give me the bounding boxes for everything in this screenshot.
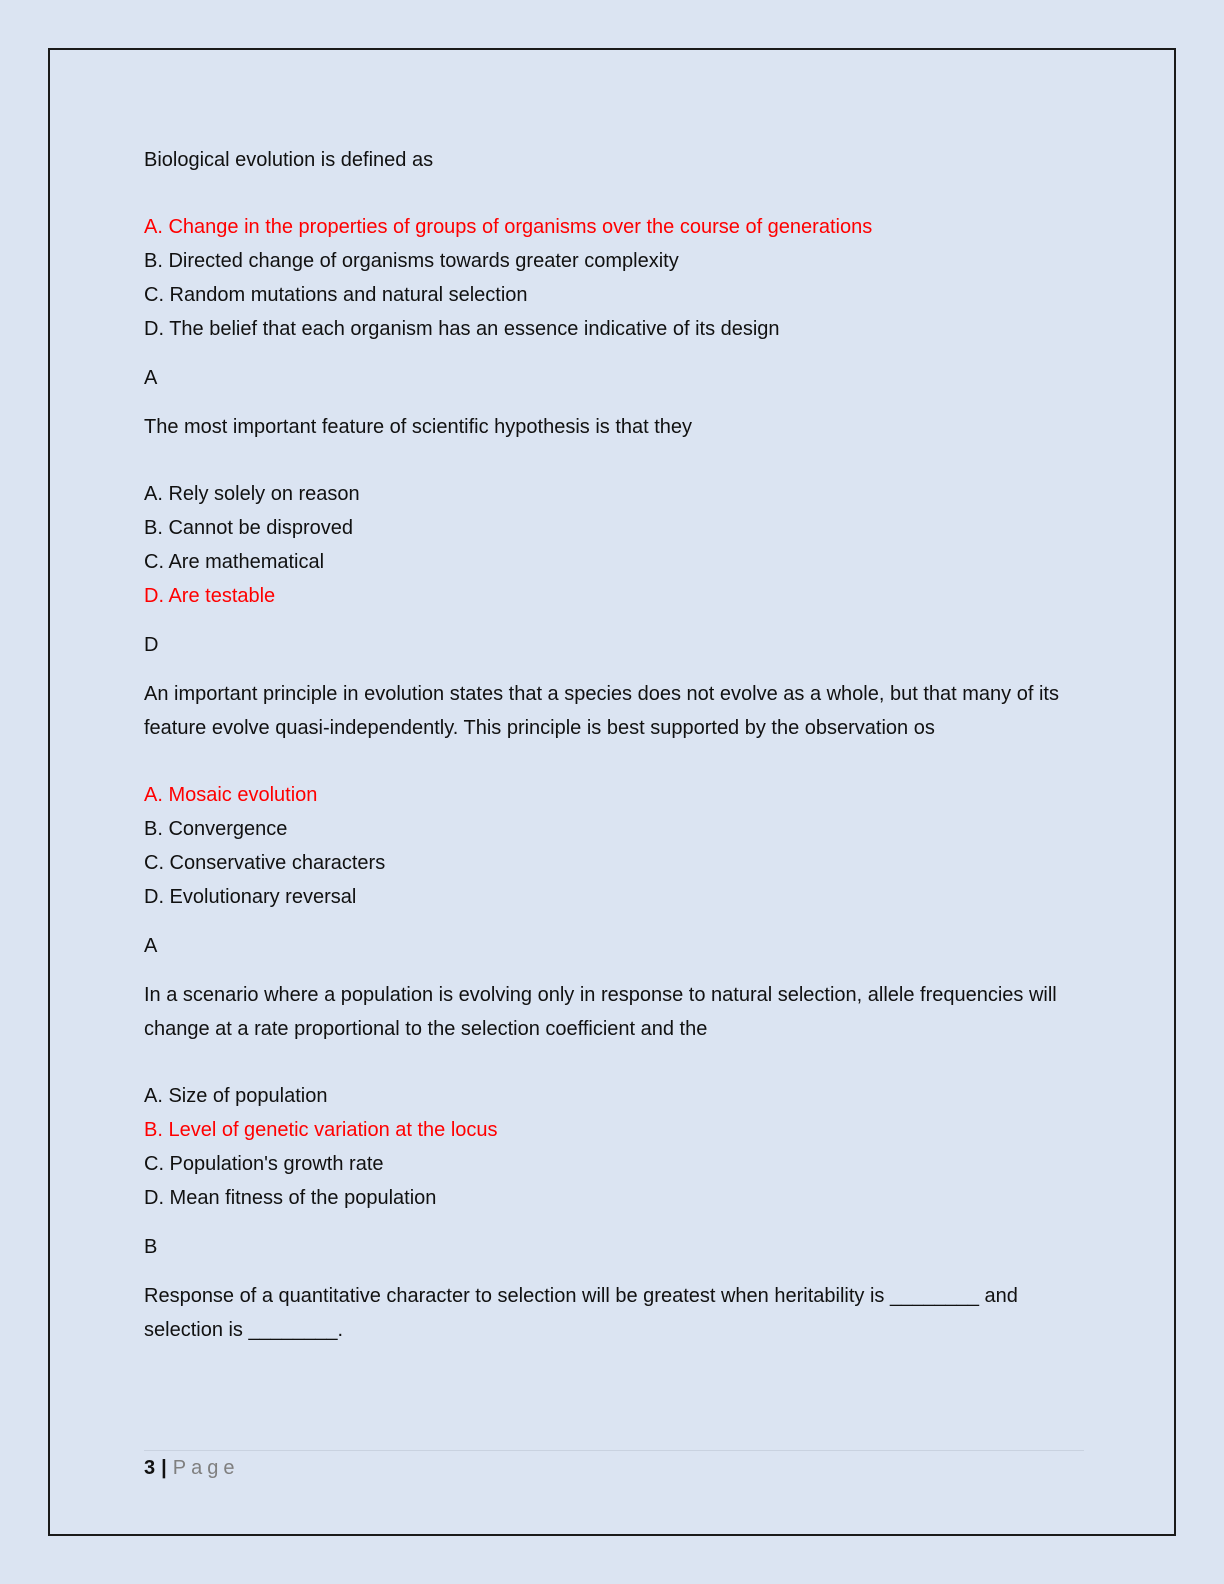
option-item: C. Are mathematical [144, 551, 325, 573]
option-item: A. Rely solely on reason [144, 483, 360, 505]
footer-divider [144, 1450, 1084, 1451]
question-prompt: The most important feature of scientific hypothesis is that they [144, 416, 693, 438]
option-item: D. Mean fitness of the population [144, 1187, 437, 1209]
option-list [144, 477, 1084, 613]
question-prompt: Response of a quantitative character to selection will be greatest when heritability is ________ and selection is ________. [144, 1285, 1018, 1341]
answer-key: B [144, 1236, 158, 1258]
option-item: D. Evolutionary reversal [144, 886, 357, 908]
option-item: C. Random mutations and natural selection [144, 284, 528, 306]
footer-separator: | [161, 1457, 167, 1479]
question-prompt: In a scenario where a population is evolving only in response to natural selection, allele frequencies will change at a rate proportional to the selection coefficient and the [144, 984, 1057, 1040]
option-item: D. The belief that each organism has an essence indicative of its design [144, 318, 780, 340]
option-item: B. Cannot be disproved [144, 517, 354, 539]
option-item-correct: B. Level of genetic variation at the locus [144, 1119, 498, 1141]
option-item: A. Size of population [144, 1085, 328, 1107]
answer-key: D [144, 634, 159, 656]
page-footer [144, 1454, 239, 1482]
page-number: 3 [144, 1457, 156, 1479]
answer-key: A [144, 935, 158, 957]
question-block-5 [144, 1279, 1084, 1347]
option-item: B. Directed change of organisms towards greater complexity [144, 250, 679, 272]
question-block-3 [144, 677, 1084, 963]
option-item: C. Conservative characters [144, 852, 386, 874]
option-item: B. Convergence [144, 818, 288, 840]
option-list [144, 1079, 1084, 1215]
option-item: C. Population's growth rate [144, 1153, 384, 1175]
option-list [144, 778, 1084, 914]
option-item-correct: D. Are testable [144, 585, 276, 607]
question-block-2 [144, 410, 1084, 662]
option-item-correct: A. Mosaic evolution [144, 784, 318, 806]
option-item-correct: A. Change in the properties of groups of organisms over the course of generations [144, 216, 873, 238]
page-label: Page [172, 1457, 240, 1479]
option-list [144, 210, 1084, 346]
document-content [144, 143, 1084, 1380]
answer-key: A [144, 367, 158, 389]
question-prompt: Biological evolution is defined as [144, 149, 434, 171]
question-block-4 [144, 978, 1084, 1264]
question-prompt: An important principle in evolution states that a species does not evolve as a whole, but that many of its feature evolve quasi-independently. This principle is best supported by the observation os [144, 683, 1059, 739]
question-block-1 [144, 143, 1084, 395]
